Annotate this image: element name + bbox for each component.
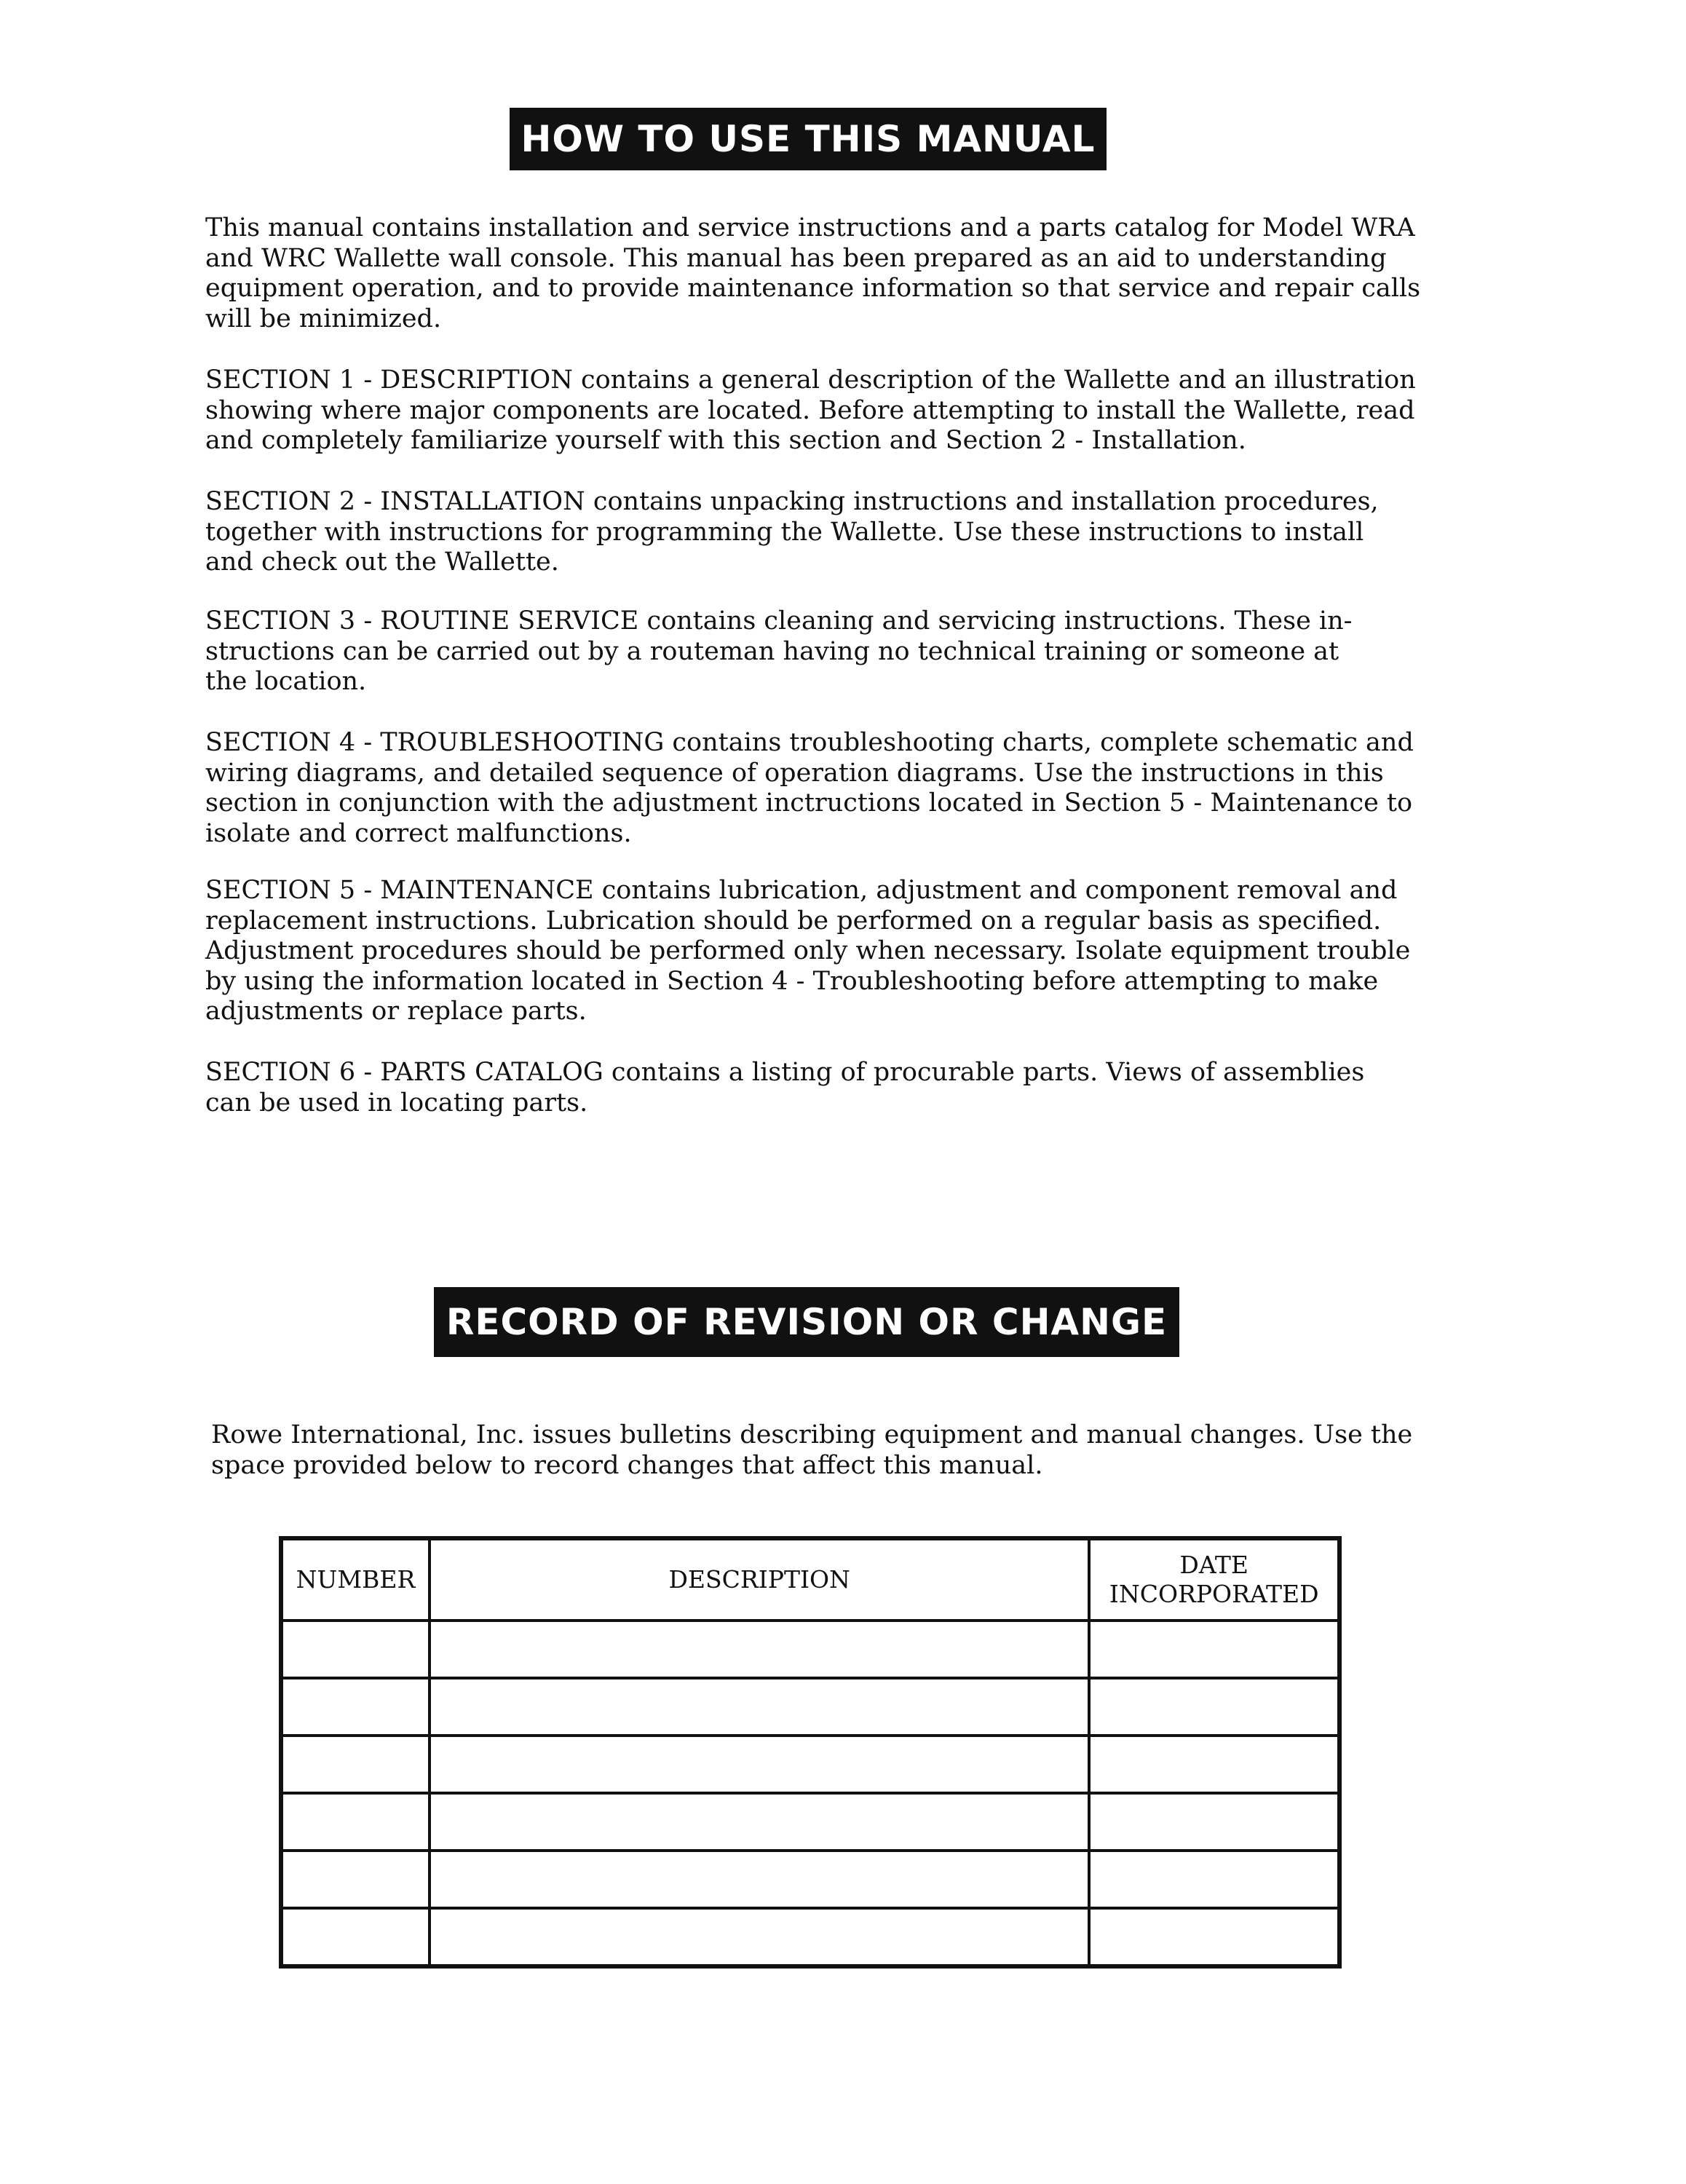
description-cell[interactable] bbox=[430, 1678, 1089, 1736]
text-line: and completely familiarize yourself with this section and Section 2 - Installation. bbox=[205, 426, 1246, 455]
description-cell[interactable] bbox=[430, 1621, 1089, 1678]
number-cell[interactable] bbox=[281, 1736, 430, 1793]
text-line: This manual contains installation and service instructions and a parts catalog for Model WRA bbox=[205, 213, 1415, 242]
number-cell[interactable] bbox=[281, 1793, 430, 1851]
revision-heading: RECORD OF REVISION OR CHANGE bbox=[446, 1301, 1168, 1343]
table-header-row bbox=[281, 1538, 1339, 1621]
text-line: SECTION 6 - PARTS CATALOG contains a listing of procurable parts. Views of assemblies bbox=[205, 1058, 1365, 1087]
text-line: by using the information located in Section 4 - Troubleshooting before attempting to make bbox=[205, 966, 1379, 996]
description-cell[interactable] bbox=[430, 1851, 1089, 1908]
description-cell[interactable] bbox=[430, 1908, 1089, 1966]
description-cell[interactable] bbox=[430, 1793, 1089, 1851]
text-line: Adjustment procedures should be performed only when necessary. Isolate equipment trouble bbox=[205, 936, 1411, 965]
section-5-paragraph bbox=[205, 876, 1472, 1027]
column-header-date bbox=[1089, 1538, 1339, 1621]
number-cell[interactable] bbox=[281, 1621, 430, 1678]
number-cell[interactable] bbox=[281, 1678, 430, 1736]
column-header-number: NUMBER bbox=[281, 1538, 430, 1621]
table-row bbox=[281, 1793, 1339, 1851]
manual-heading-banner bbox=[510, 108, 1107, 170]
text-line: isolate and correct malfunctions. bbox=[205, 818, 632, 848]
text-line: replacement instructions. Lubrication should be performed on a regular basis as specified. bbox=[205, 906, 1382, 935]
date-cell[interactable] bbox=[1089, 1736, 1339, 1793]
column-header-date-line2: INCORPORATED bbox=[1109, 1580, 1319, 1608]
date-cell[interactable] bbox=[1089, 1678, 1339, 1736]
text-line: space provided below to record changes that affect this manual. bbox=[211, 1450, 1043, 1480]
text-line: SECTION 1 - DESCRIPTION contains a general description of the Wallette and an illustration bbox=[205, 365, 1416, 395]
date-cell[interactable] bbox=[1089, 1793, 1339, 1851]
date-cell[interactable] bbox=[1089, 1908, 1339, 1966]
text-line: SECTION 5 - MAINTENANCE contains lubrication, adjustment and component removal and bbox=[205, 876, 1398, 905]
text-line: structions can be carried out by a routeman having no technical training or someone at bbox=[205, 636, 1339, 666]
column-header-date-line1: DATE bbox=[1179, 1551, 1248, 1579]
section-6-paragraph bbox=[205, 1058, 1472, 1118]
section-1-paragraph bbox=[205, 365, 1472, 456]
text-line: SECTION 4 - TROUBLESHOOTING contains troubleshooting charts, complete schematic and bbox=[205, 728, 1414, 757]
revision-heading-banner bbox=[434, 1287, 1179, 1357]
text-line: together with instructions for programming the Wallette. Use these instructions to install bbox=[205, 517, 1364, 547]
text-line: can be used in locating parts. bbox=[205, 1088, 588, 1117]
column-header-description: DESCRIPTION bbox=[430, 1538, 1089, 1621]
table-row bbox=[281, 1621, 1339, 1678]
date-cell[interactable] bbox=[1089, 1851, 1339, 1908]
table-row bbox=[281, 1851, 1339, 1908]
text-line: and check out the Wallette. bbox=[205, 547, 559, 577]
table-row bbox=[281, 1908, 1339, 1966]
text-line: SECTION 3 - ROUTINE SERVICE contains cleaning and servicing instructions. These in- bbox=[205, 606, 1353, 636]
table-row bbox=[281, 1736, 1339, 1793]
text-line: showing where major components are located. Before attempting to install the Wallette, read bbox=[205, 395, 1415, 425]
section-2-paragraph bbox=[205, 487, 1472, 578]
text-line: and WRC Wallette wall console. This manual has been prepared as an aid to understanding bbox=[205, 243, 1387, 273]
text-line: SECTION 2 - INSTALLATION contains unpacking instructions and installation procedures, bbox=[205, 487, 1379, 516]
date-cell[interactable] bbox=[1089, 1621, 1339, 1678]
table-row bbox=[281, 1678, 1339, 1736]
manual-heading: HOW TO USE THIS MANUAL bbox=[521, 118, 1096, 160]
text-line: equipment operation, and to provide maintenance information so that service and repair calls bbox=[205, 274, 1421, 303]
text-line: section in conjunction with the adjustment inctructions located in Section 5 - Maintenance to bbox=[205, 788, 1413, 818]
revision-table bbox=[279, 1536, 1342, 1969]
revision-intro-paragraph bbox=[211, 1420, 1478, 1481]
text-line: adjustments or replace parts. bbox=[205, 997, 587, 1026]
number-cell[interactable] bbox=[281, 1908, 430, 1966]
text-line: Rowe International, Inc. issues bulletins describing equipment and manual changes. Use the bbox=[211, 1420, 1413, 1449]
text-line: wiring diagrams, and detailed sequence of operation diagrams. Use the instructions in this bbox=[205, 758, 1384, 788]
section-3-paragraph bbox=[205, 606, 1472, 697]
section-4-paragraph bbox=[205, 728, 1472, 849]
text-line: will be minimized. bbox=[205, 304, 442, 333]
intro-paragraph bbox=[205, 213, 1472, 334]
number-cell[interactable] bbox=[281, 1851, 430, 1908]
description-cell[interactable] bbox=[430, 1736, 1089, 1793]
text-line: the location. bbox=[205, 667, 367, 696]
